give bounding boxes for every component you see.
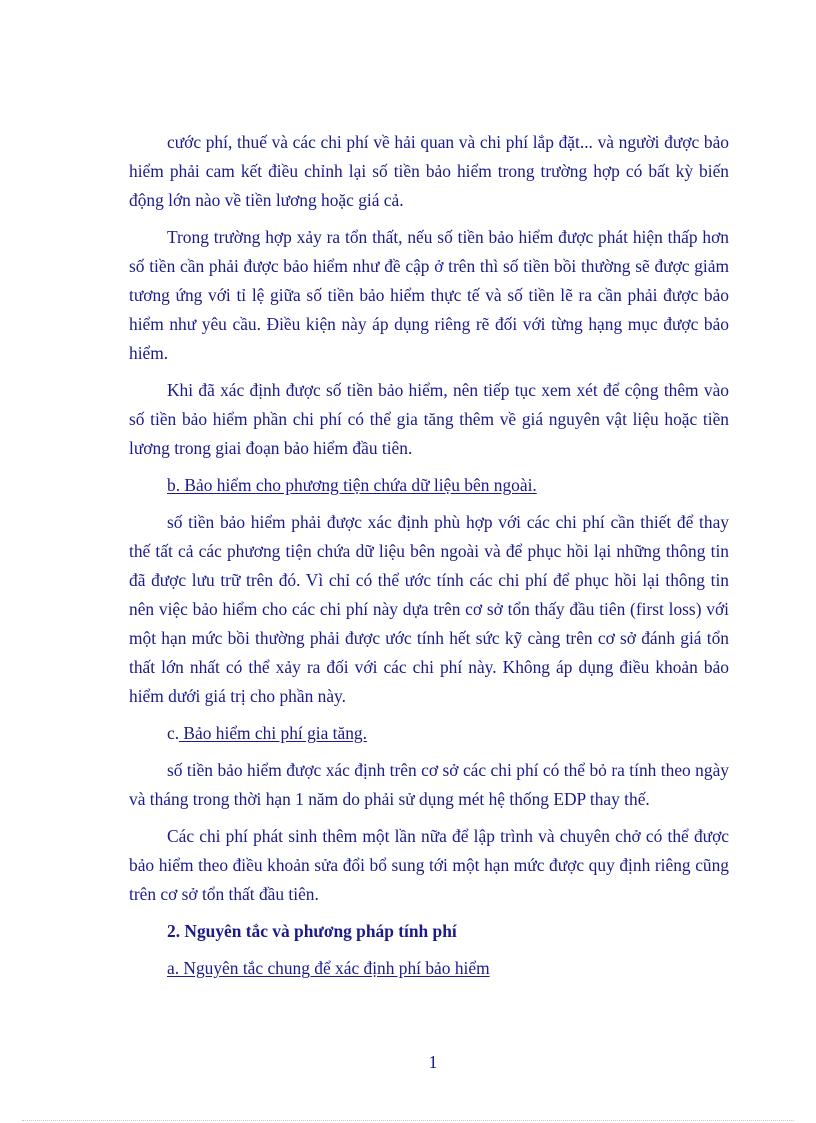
- heading-a-text: a. Nguyên tắc chung để xác định phí bảo hiểm: [167, 958, 490, 978]
- paragraph-customs-costs: cước phí, thuế và các chi phí về hải quan và chi phí lắp đặt... và người được bảo hiểm phải cam kết điều chỉnh lại số tiền bảo hiểm trong trường hợp có bất kỳ biến động lớn nào về tiền lương hoặc giá cả.: [129, 132, 729, 210]
- document-body: [129, 128, 729, 991]
- paragraph-increased-cost: số tiền bảo hiểm được xác định trên cơ sở các chi phí có thể bỏ ra tính theo ngày và tháng trong thời hạn 1 năm do phải sử dụng mét hệ thống EDP thay thế.: [129, 760, 729, 809]
- heading-b-text: b. Bảo hiểm cho phương tiện chứa dữ liệu bên ngoài.: [167, 475, 537, 495]
- paragraph-external-media: số tiền bảo hiểm phải được xác định phù hợp với các chi phí cần thiết để thay thế tất cả các phương tiện chứa dữ liệu bên ngoài và để phục hồi lại những thông tin đã được lưu trữ trên đó. Vì chỉ có thể ước tính các chi phí để phục hồi lại thông tin nên việc bảo hiểm cho các chi phí này dựa trên cơ sở tổn thấy đầu tiên (first loss) với một hạn mức bồi thường phải được ước tính hết sức kỹ càng trên cơ sở đánh giá tổn thất lớn nhất có thể xảy ra đối với các chi phí này. Không áp dụng điều khoản bảo hiểm dưới giá trị cho phần này.: [129, 512, 729, 706]
- paragraph-additional-costs: Khi đã xác định được số tiền bảo hiểm, nên tiếp tục xem xét để cộng thêm vào số tiền bảo hiểm phần chi phí có thể gia tăng thêm về giá nguyên vật liệu hoặc tiền lương trong giai đoạn bảo hiểm đầu tiên.: [129, 380, 729, 458]
- heading-a: [129, 954, 729, 983]
- footer-divider: [22, 1120, 794, 1121]
- heading-c: [129, 719, 729, 748]
- page-number: 1: [428, 1052, 438, 1072]
- paragraph-reprogramming: Các chi phí phát sinh thêm một lần nữa để lập trình và chuyên chở có thể được bảo hiểm theo điều khoản sửa đổi bổ sung tới một hạn mức được quy định riêng cũng trên cơ sở tổn thất đầu tiên.: [129, 826, 729, 904]
- heading-c-text: Bảo hiểm chi phí gia tăng.: [179, 723, 367, 743]
- section-2-title: 2. Nguyên tắc và phương pháp tính phí: [167, 921, 457, 941]
- heading-c-prefix: c.: [167, 723, 180, 743]
- paragraph-loss-case: Trong trường hợp xảy ra tổn thất, nếu số tiền bảo hiểm được phát hiện thấp hơn số tiền cần phải được bảo hiểm như đề cập ở trên thì số tiền bồi thường sẽ được giảm tương ứng với tỉ lệ giữa số tiền bảo hiểm thực tế và số tiền lẽ ra cần phải được bảo hiểm như yêu cầu. Điều kiện này áp dụng riêng rẽ đối với từng hạng mục được bảo hiểm.: [129, 227, 729, 363]
- heading-b: [129, 471, 729, 500]
